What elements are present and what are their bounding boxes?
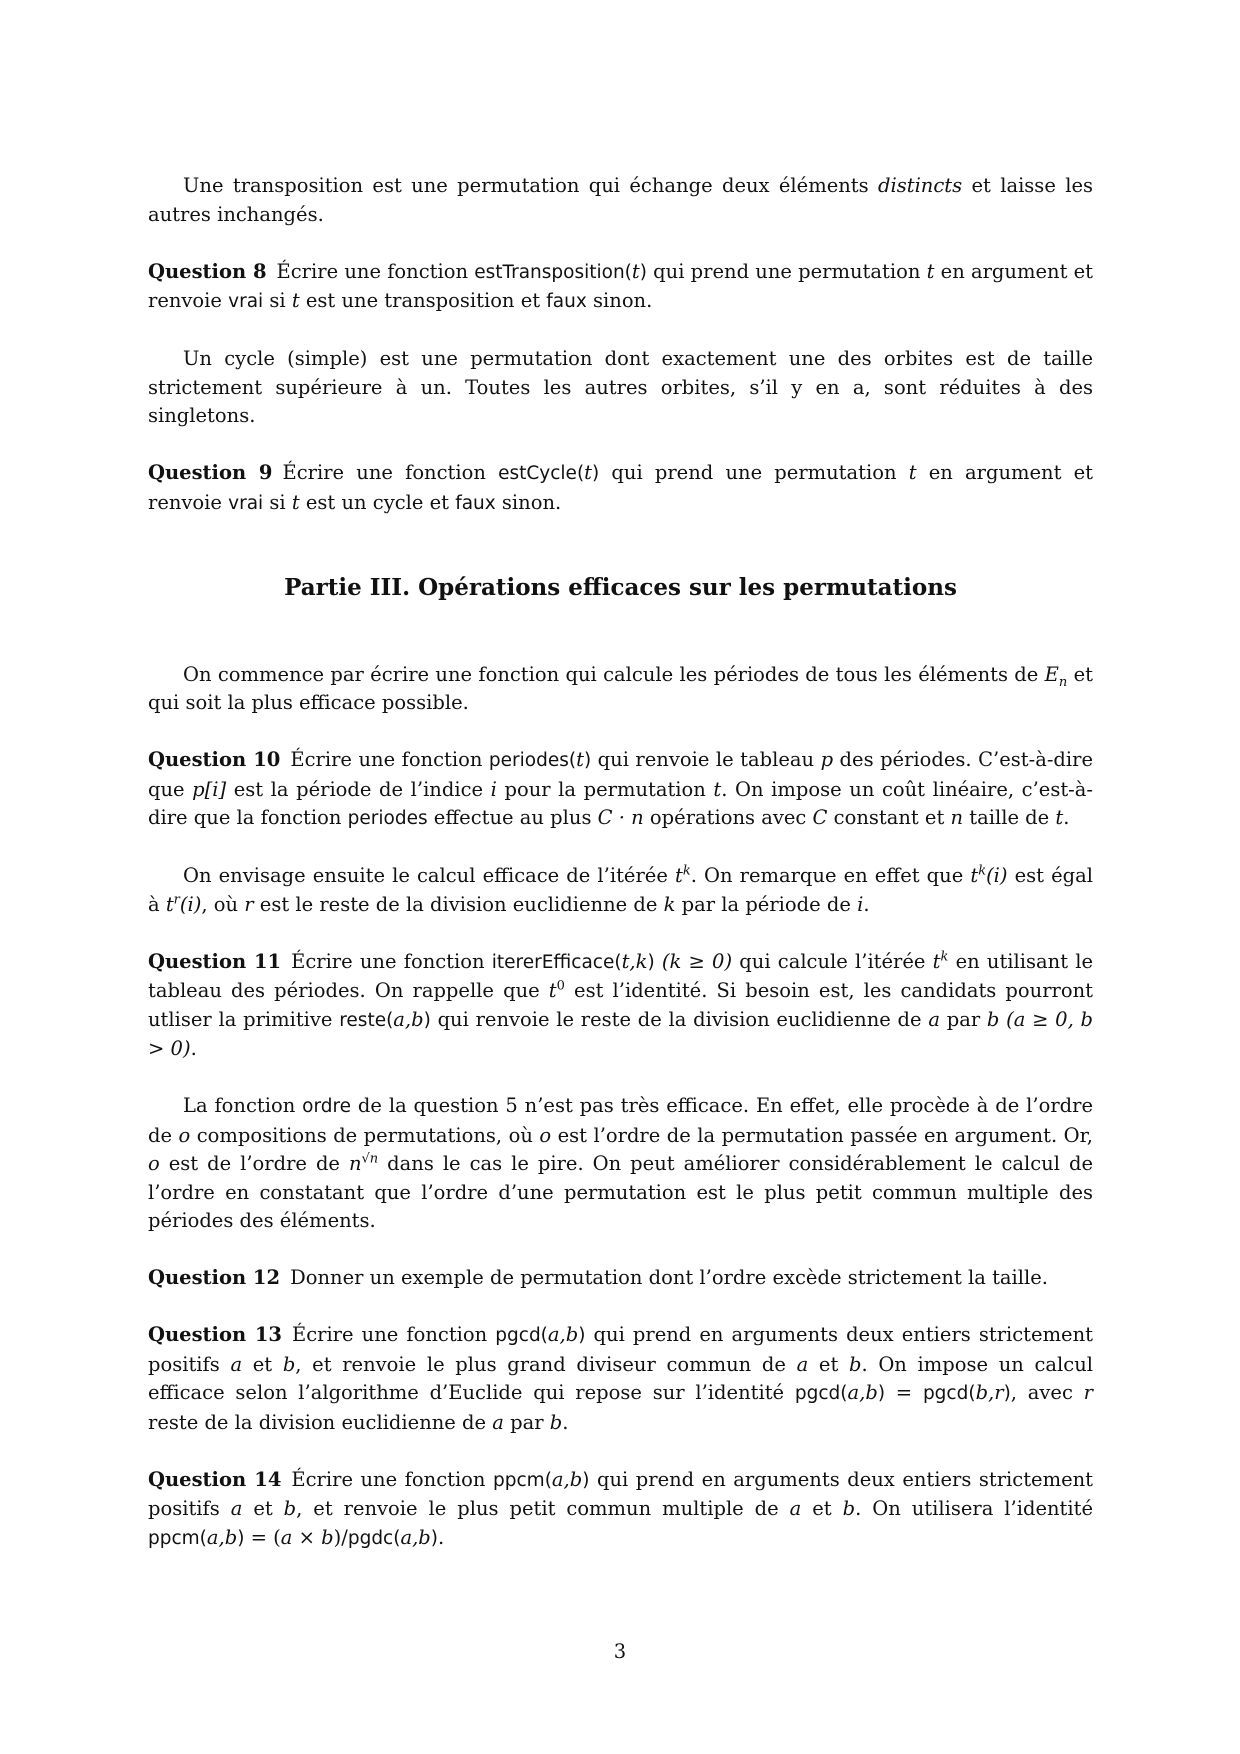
question-14: Question 14 Écrire une fonction ppcm(a,b) qui prend en arguments deux entiers strictement positifs a et b, et renvoie le plus petit commun multiple de a et b. On utilisera l’identité ppcm(a,b) = (a × b)/pgdc(a,b). (148, 1467, 1094, 1549)
question-label: Question 10 (148, 748, 281, 771)
question-label: Question 9 (148, 461, 273, 484)
question-label: Question 11 (148, 949, 282, 973)
paragraph-iteree: On envisage ensuite le calcul efficace de l’itérée $t^k$. On remarque en effet que $t^k(i)$ est égal à $t^r(i)$, où r est le reste de la division euclidienne de k par la période de i. (148, 863, 1093, 916)
question-label: Question 14 (148, 1467, 282, 1491)
question-13: Question 13 Écrire une fonction pgcd(a,b) qui prend en arguments deux entiers strictement positifs a et b, et renvoie le plus grand diviseur commun de a et b. On impose un calcul efficace selon l’algorithme d’Euclide qui repose sur l’identité pgcd(a,b) = pgcd(b,r), avec r reste de la division euclidienne de a par b. (148, 1323, 1094, 1434)
question-8: Question 8 Écrire une fonction estTransposition(t) qui prend une permutation t en argument et renvoie vrai si t est une transposition et faux sinon. (148, 259, 1093, 312)
question-10: Question 10 Écrire une fonction periodes(t) qui renvoie le tableau p des périodes. C’est-à-dire que p[i] est la période de l’indice i pour la permutation t. On impose un coût linéaire, c’est-à-dire que la fonction periodes effectue au plus C · n opérations avec C constant et n taille de t. (148, 748, 1094, 829)
paragraph-transposition: Une transposition est une permutation qui échange deux éléments distincts et laisse les autres inchangés. (148, 174, 1093, 226)
paragraph-periodes-intro: On commence par écrire une fonction qui calcule les périodes de tous les éléments de $E_n$ et qui soit la plus efficace possible. (148, 662, 1093, 714)
question-label: Question 13 (148, 1323, 282, 1346)
question-label: Question 12 (148, 1266, 281, 1289)
page-content (148, 172, 1093, 1553)
page-number: 3 (613, 1640, 627, 1663)
question-label: Question 8 (148, 259, 267, 283)
question-9: Question 9 Écrire une fonction estCycle(t) qui prend une permutation t en argument et renvoie vrai si t est un cycle et faux sinon. (148, 461, 1094, 514)
question-11: Question 11 Écrire une fonction itererEfficace(t,k) (k ≥ 0) qui calcule l’itérée $t^k$ en utilisant le tableau des périodes. On rappelle que $t^0$ est l’identité. Si besoin est, les candidats pourront utliser la primitive reste(a,b) qui renvoie le reste de la division euclidienne de a par b (a ≥ 0, b > 0). (148, 949, 1094, 1060)
section-heading: Partie III. Opérations efficaces sur les permutations (284, 574, 957, 601)
paragraph-cycle: Un cycle (simple) est une permutation dont exactement une des orbites est de taille strictement supérieure à un. Toutes les autres orbites, s’il y en a, sont réduites à des singletons. (148, 347, 1093, 427)
paragraph-ordre: La fonction ordre de la question 5 n’est pas très efficace. En effet, elle procède à de l’ordre de o compositions de permutations, où o est l’ordre de la permutation passée en argument. Or, o est de l’ordre de $n^{√n}$ dans le cas le pire. On peut améliorer considérablement le calcul de l’ordre en constatant que l’ordre d’une permutation est le plus petit commun multiple des périodes des éléments. (148, 1094, 1093, 1232)
question-12: Question 12 Donner un exemple de permutation dont l’ordre excède strictement la taille. (148, 1266, 1048, 1289)
